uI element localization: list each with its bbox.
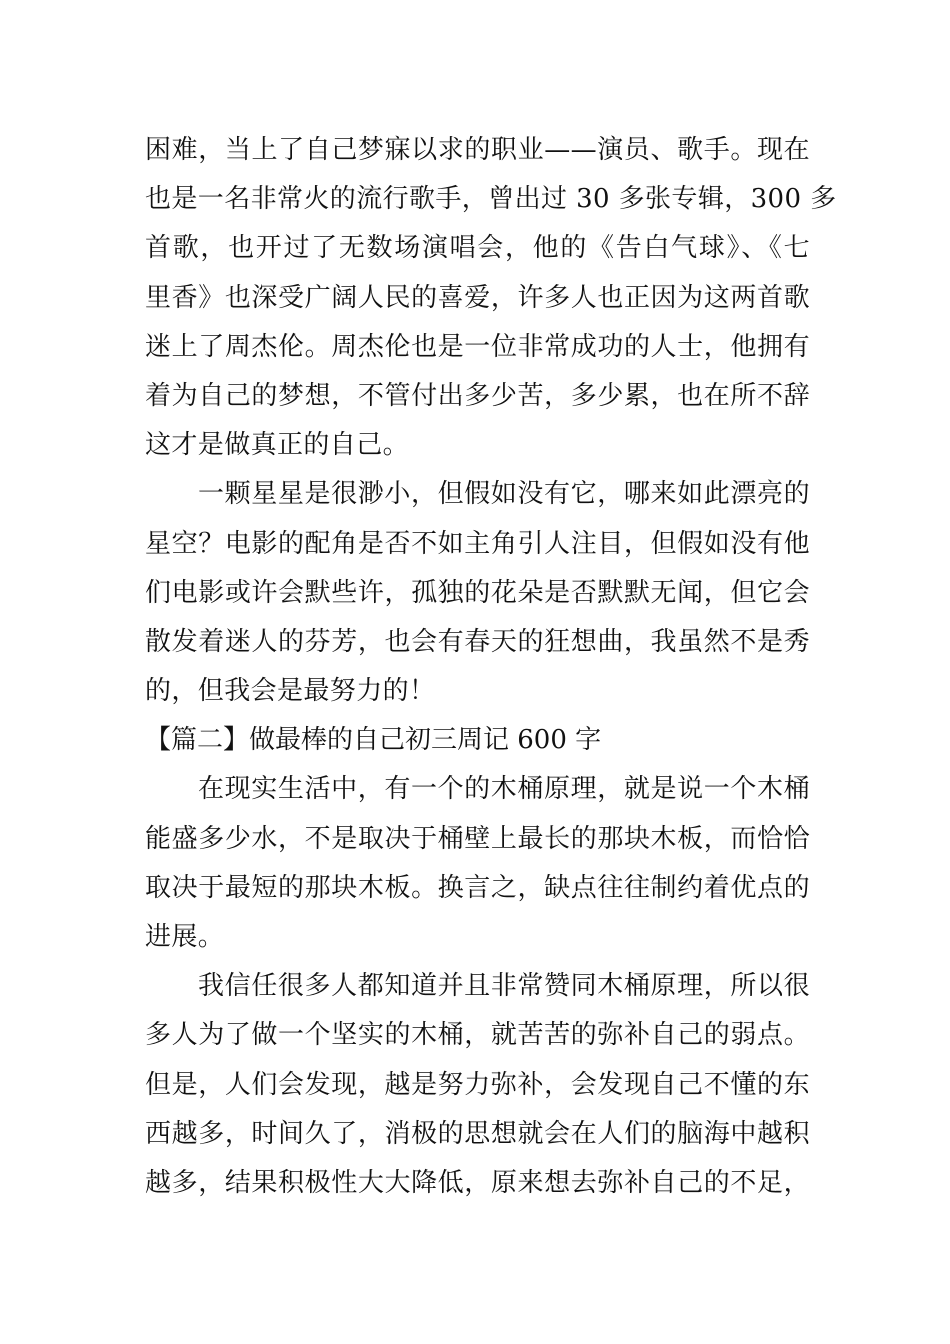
- text-line: 散发着迷人的芬芳，也会有春天的狂想曲，我虽然不是秀: [145, 626, 810, 657]
- text-line: 进展。: [145, 922, 225, 952]
- paragraph-barrel-principle: [145, 765, 810, 962]
- text-line: 们电影或许会默些许，孤独的花朵是否默默无闻，但它会: [145, 577, 810, 608]
- text-line: 多人为了做一个坚实的木桶，就苦苦的弥补自己的弱点。: [145, 1020, 810, 1051]
- text-line: 首歌，也开过了无数场演唱会，他的《告白气球》、《七: [145, 233, 810, 264]
- paragraph-stars: [145, 470, 810, 716]
- text-line: 一颗星星是很渺小，但假如没有它，哪来如此漂亮的: [198, 479, 810, 510]
- text-line: 这才是做真正的自己。: [145, 430, 410, 461]
- text-line: 着为自己的梦想，不管付出多少苦，多少累，也在所不辞: [145, 380, 810, 411]
- text-line: 在现实生活中，有一个的木桶原理，就是说一个木桶: [198, 774, 810, 805]
- text-line: 困难，当上了自己梦寐以求的职业——演员、歌手。现在: [145, 135, 810, 165]
- text-line: 但是，人们会发现，越是努力弥补，会发现自己不懂的东: [145, 1069, 810, 1100]
- section-heading: 【篇二】做最棒的自己初三周记 600 字: [145, 725, 602, 756]
- paragraph-continuation: [145, 126, 837, 470]
- text-line: 能盛多少水，不是取决于桶壁上最长的那块木板，而恰恰: [145, 823, 810, 854]
- text-line: 我信任很多人都知道并且非常赞同木桶原理，所以很: [198, 971, 810, 1002]
- text-line: 也是一名非常火的流行歌手，曾出过 30 多张专辑，300 多: [145, 184, 837, 215]
- text-line: 星空？电影的配角是否不如主角引人注目，但假如没有他: [145, 528, 810, 559]
- text-line: 迷上了周杰伦。周杰伦也是一位非常成功的人士，他拥有: [145, 331, 810, 362]
- text-line: 越多，结果积极性大大降低，原来想去弥补自己的不足，: [145, 1167, 810, 1198]
- document-page: [145, 126, 837, 1208]
- text-line: 里香》也深受广阔人民的喜爱，许多人也正因为这两首歌: [145, 282, 810, 313]
- text-line: 西越多，时间久了，消极的思想就会在人们的脑海中越积: [145, 1118, 810, 1149]
- text-line: 取决于最短的那块木板。换言之，缺点往往制约着优点的: [145, 872, 810, 903]
- paragraph-belief: [145, 962, 810, 1208]
- text-line: 的，但我会是最努力的！: [145, 676, 436, 707]
